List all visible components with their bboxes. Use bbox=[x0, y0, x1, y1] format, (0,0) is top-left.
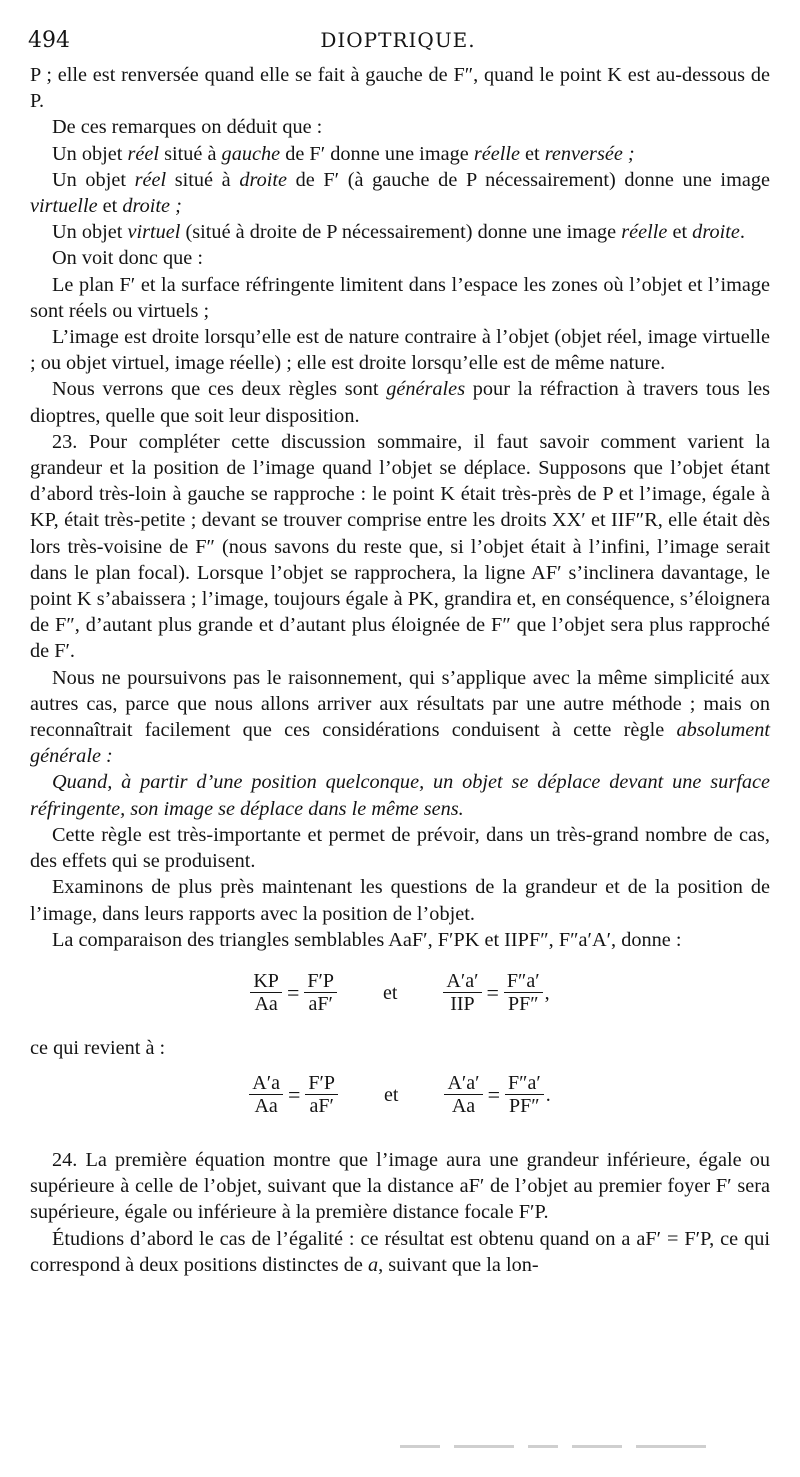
fraction: $\frac{A'a'}{\text{IIP}}$ bbox=[443, 970, 481, 1015]
bleed-through-marks bbox=[400, 1436, 760, 1444]
body-text bbox=[30, 62, 770, 1278]
paragraph-24: 24. La première équation montre que l’image aura une grandeur inférieure, égale ou supérieure à celle de l’objet, suivant que la distance aF′ de l’objet au premier foyer F′ sera supérieure, égale ou inférieure à la première distance focale F′P. bbox=[30, 1148, 770, 1224]
equation-lead: ce qui revient à : bbox=[30, 1036, 166, 1059]
equation-row-1 bbox=[30, 967, 770, 1019]
paragraph: Le plan F′ et la surface réfringente limitent dans l’espace les zones où l’objet et l’image sont réels ou virtuels ; bbox=[30, 273, 770, 322]
running-title: DIOPTRIQUE. bbox=[320, 28, 476, 52]
fraction: $\frac{F'P}{aF'}$ bbox=[305, 1072, 338, 1117]
paragraph: Nous verrons que ces deux règles sont générales pour la réfraction à travers tous les dioptres, quelle que soit leur disposition. bbox=[30, 378, 770, 427]
conjunction: et bbox=[382, 981, 398, 1004]
paragraph: Un objet réel situé à droite de F′ (à gauche de P nécessairement) donne une image virtuelle et droite ; bbox=[30, 168, 770, 218]
paragraph: Nous ne poursuivons pas le raisonnement, qui s’applique avec la même simplicité aux autres cas, parce que nous allons arriver aux résultats par une autre méthode ; mais on reconnaîtrait facilement que ces considérations conduisent à cette règle absolument générale : bbox=[30, 666, 770, 768]
paragraph: Un objet virtuel (situé à droite de P nécessairement) donne une image réelle et droite. bbox=[52, 221, 745, 244]
paragraph-23: 23. Pour compléter cette discussion sommaire, il faut savoir comment varient la grandeur et la position de l’image quand l’objet se déplace. Supposons que l’objet étant d’abord très-loin à gauche se rapproche : le point K était très-près de P et l’image, égale à KP, était très-petite ; devant se trouver comprise entre les droits XX′ et IIF″R, elle était dès lors très-voisine de F″ (nous savons du reste que, si l’objet était à l’infini, l’image serait dans le plan focal). Lorsque l’objet se rapprochera, la ligne AF′ s’inclinera davantage, le point K s’abaissera ; l’image, toujours égale à PK, grandira et, en conséquence, s’éloignera de F″, d’autant plus grande et d’autant plus éloignée de F″ que l’objet sera plus rapproché de F′. bbox=[30, 430, 770, 663]
equation: $\frac{A'a'}{Aa}$ = $\frac{F''a'}{PF''}$ . bbox=[444, 1072, 550, 1117]
equation: $\frac{A'a}{Aa}$ = $\frac{F'P}{aF'}$ bbox=[249, 1072, 338, 1117]
paragraph: Étudions d’abord le cas de l’égalité : ce résultat est obtenu quand on a aF′ = F′P, ce qui correspond à deux positions distinctes de a, suivant que la lon- bbox=[30, 1227, 770, 1276]
paragraph: On voit donc que : bbox=[52, 247, 203, 270]
fraction: $\frac{F'P}{aF'}$ bbox=[304, 970, 337, 1015]
paragraph: P ; elle est renversée quand elle se fait à gauche de F″, quand le point K est au-dessous de P. bbox=[30, 64, 770, 113]
paragraph: La comparaison des triangles semblables AaF′, F′PK et IIPF″, F″a′A′, donne : bbox=[52, 928, 682, 951]
fraction: $\frac{A'a'}{Aa}$ bbox=[444, 1072, 482, 1117]
fraction: $\frac{KP}{Aa}$ bbox=[250, 970, 282, 1015]
equation: $\frac{A'a'}{\text{IIP}}$ = $\frac{F''a'}{PF''}$ , bbox=[443, 970, 549, 1015]
paragraph: Un objet réel situé à gauche de F′ donne une image réelle et renversée ; bbox=[52, 142, 635, 165]
paragraph: De ces remarques on déduit que : bbox=[52, 116, 323, 139]
page-header bbox=[28, 28, 768, 58]
conjunction: et bbox=[384, 1083, 399, 1106]
paragraph: L’image est droite lorsqu’elle est de nature contraire à l’objet (objet réel, image virtuelle ; ou objet virtuel, image réelle) ; elle est droite lorsqu’elle est de même nature. bbox=[30, 326, 770, 375]
fraction: $\frac{F''a'}{PF''}$ bbox=[504, 970, 543, 1015]
rule-statement: Quand, à partir d’une position quelconque, un objet se déplace devant une surface réfringente, son image se déplace dans le même sens. bbox=[30, 771, 770, 820]
paragraph: Cette règle est très-importante et permet de prévoir, dans un très-grand nombre de cas, des effets qui se produisent. bbox=[30, 823, 770, 873]
equation-row-2 bbox=[30, 1069, 770, 1121]
fraction: $\frac{F''a'}{PF''}$ bbox=[505, 1072, 544, 1117]
page-number: 494 bbox=[28, 28, 70, 53]
paragraph: Examinons de plus près maintenant les questions de la grandeur et de la position de l’image, dans leurs rapports avec la position de l’objet. bbox=[30, 876, 770, 925]
fraction: $\frac{A'a}{Aa}$ bbox=[249, 1072, 283, 1117]
equation: $\frac{KP}{Aa}$ = $\frac{F'P}{aF'}$ bbox=[250, 970, 337, 1015]
